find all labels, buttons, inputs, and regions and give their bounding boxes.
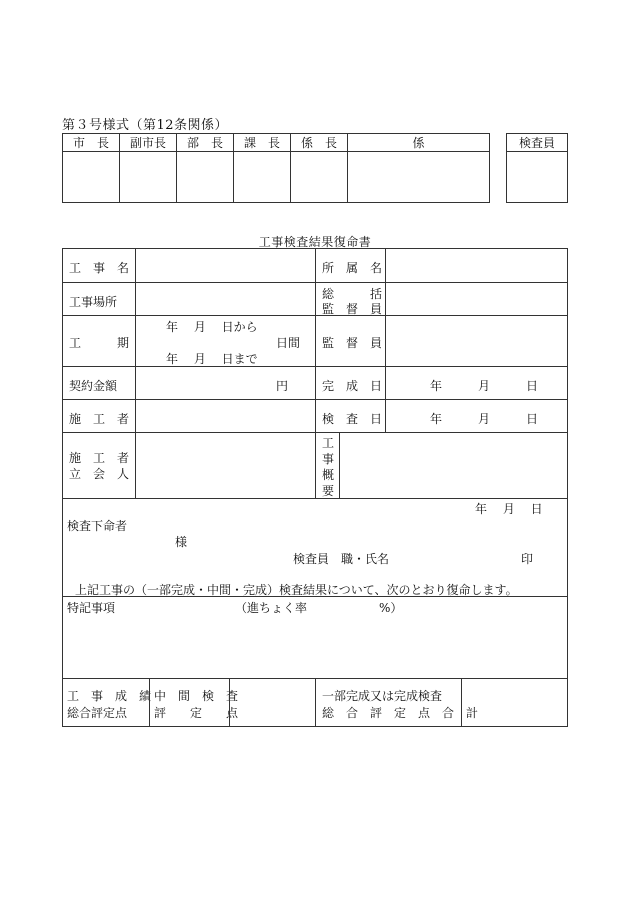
input-supervisor[interactable] bbox=[385, 316, 567, 366]
input-contractor[interactable] bbox=[135, 400, 315, 432]
approval-header-director: 部 長 bbox=[177, 134, 234, 152]
form-number-title: 第３号様式（第12条関係） bbox=[62, 118, 229, 133]
row-contract-amount bbox=[63, 367, 567, 400]
input-contract-amount[interactable] bbox=[135, 367, 315, 399]
period-to-text: 年 月 日まで bbox=[166, 352, 258, 366]
label-period: 工 期 bbox=[69, 336, 130, 350]
report-form bbox=[62, 248, 568, 727]
completion-date-text: 年 月 日 bbox=[430, 379, 539, 393]
input-work-name[interactable] bbox=[135, 249, 315, 282]
seal-mark: 印 bbox=[521, 552, 534, 566]
label-work-summary-2: 事 bbox=[322, 452, 335, 466]
period-from-text: 年 月 日から bbox=[166, 320, 258, 334]
label-total-score-line1: 工 事 成 績 bbox=[67, 689, 152, 703]
approval-header-deputy-mayor: 副市長 bbox=[120, 134, 177, 152]
approval-header-row bbox=[63, 134, 490, 152]
stamp-box-staff[interactable] bbox=[348, 152, 490, 203]
progress-rate: （進ちょく率 %） bbox=[235, 601, 403, 615]
order-statement: 上記工事の（一部完成・中間・完成）検査結果について、次のとおり復命します。 bbox=[75, 583, 518, 597]
label-work-name: 工 事 名 bbox=[69, 261, 130, 275]
label-work-summary-4: 要 bbox=[322, 484, 335, 498]
row-remarks[interactable] bbox=[63, 597, 567, 679]
label-work-place: 工事場所 bbox=[69, 295, 118, 309]
approval-stamp-row bbox=[63, 152, 490, 203]
row-work-place bbox=[63, 283, 567, 316]
label-contractor-witness-line2: 立 会 人 bbox=[69, 467, 130, 481]
stamp-box-deputy-mayor[interactable] bbox=[120, 152, 177, 203]
input-work-place[interactable] bbox=[135, 283, 315, 315]
input-contractor-witness[interactable] bbox=[135, 433, 315, 498]
approval-header-staff: 係 bbox=[348, 134, 490, 152]
input-period[interactable] bbox=[135, 316, 315, 366]
approval-stamp-table bbox=[62, 133, 490, 203]
period-days-text: 日間 bbox=[276, 336, 301, 350]
label-mid-inspection-line2: 評 定 点 bbox=[154, 706, 239, 720]
label-general-supervisor-line2: 監 督 員 bbox=[322, 302, 383, 316]
order-orderer-label: 検査下命者 bbox=[67, 519, 128, 533]
inspector-stamp-table bbox=[506, 133, 568, 203]
input-inspection-date[interactable] bbox=[385, 400, 567, 432]
approval-header-subsection-chief: 係 長 bbox=[291, 134, 348, 152]
input-completion-date[interactable] bbox=[385, 367, 567, 399]
label-affiliation: 所 属 名 bbox=[322, 261, 383, 275]
stamp-box-subsection-chief[interactable] bbox=[291, 152, 348, 203]
label-partial-completion-line1: 一部完成又は完成検査 bbox=[322, 689, 443, 703]
input-total-score[interactable] bbox=[461, 679, 567, 726]
label-partial-completion-line2: 総 合 評 定 点 合 計 bbox=[322, 706, 479, 720]
label-mid-inspection-line1: 中 間 検 査 bbox=[154, 689, 239, 703]
label-contractor: 施 工 者 bbox=[69, 412, 130, 426]
row-inspection-order bbox=[63, 499, 567, 597]
row-work-name bbox=[63, 249, 567, 283]
approval-header-mayor: 市 長 bbox=[63, 134, 120, 152]
stamp-box-section-chief[interactable] bbox=[234, 152, 291, 203]
label-total-score-line2: 総合評定点 bbox=[67, 706, 128, 720]
label-general-supervisor-line1: 総 括 bbox=[322, 287, 383, 301]
inspector-header: 検査員 bbox=[507, 134, 568, 152]
order-date: 年 月 日 bbox=[475, 502, 543, 516]
document-title: 工事検査結果復命書 bbox=[258, 235, 372, 249]
input-general-supervisor[interactable] bbox=[385, 283, 567, 315]
label-contractor-witness-line1: 施 工 者 bbox=[69, 451, 130, 465]
stamp-box-mayor[interactable] bbox=[63, 152, 120, 203]
stamp-box-director[interactable] bbox=[177, 152, 234, 203]
row-contractor bbox=[63, 400, 567, 433]
order-sama: 様 bbox=[175, 535, 188, 549]
label-completion-date: 完 成 日 bbox=[322, 379, 383, 393]
input-affiliation[interactable] bbox=[385, 249, 567, 282]
label-contract-amount: 契約金額 bbox=[69, 379, 118, 393]
yen-unit: 円 bbox=[276, 379, 289, 393]
label-supervisor: 監 督 員 bbox=[322, 336, 383, 350]
label-remarks: 特記事項 bbox=[67, 601, 116, 615]
label-work-summary-3: 概 bbox=[322, 468, 335, 482]
label-work-summary-1: 工 bbox=[322, 436, 335, 450]
approval-header-section-chief: 課 長 bbox=[234, 134, 291, 152]
order-inspector-name-label: 検査員 職・氏名 bbox=[293, 552, 390, 566]
row-scores bbox=[63, 679, 567, 726]
input-work-summary[interactable] bbox=[339, 433, 567, 498]
row-period bbox=[63, 316, 567, 367]
label-inspection-date: 検 査 日 bbox=[322, 412, 383, 426]
row-contractor-witness bbox=[63, 433, 567, 499]
input-mid-inspection-score[interactable] bbox=[229, 679, 315, 726]
inspection-date-text: 年 月 日 bbox=[430, 412, 539, 426]
stamp-box-inspector[interactable] bbox=[507, 152, 568, 203]
